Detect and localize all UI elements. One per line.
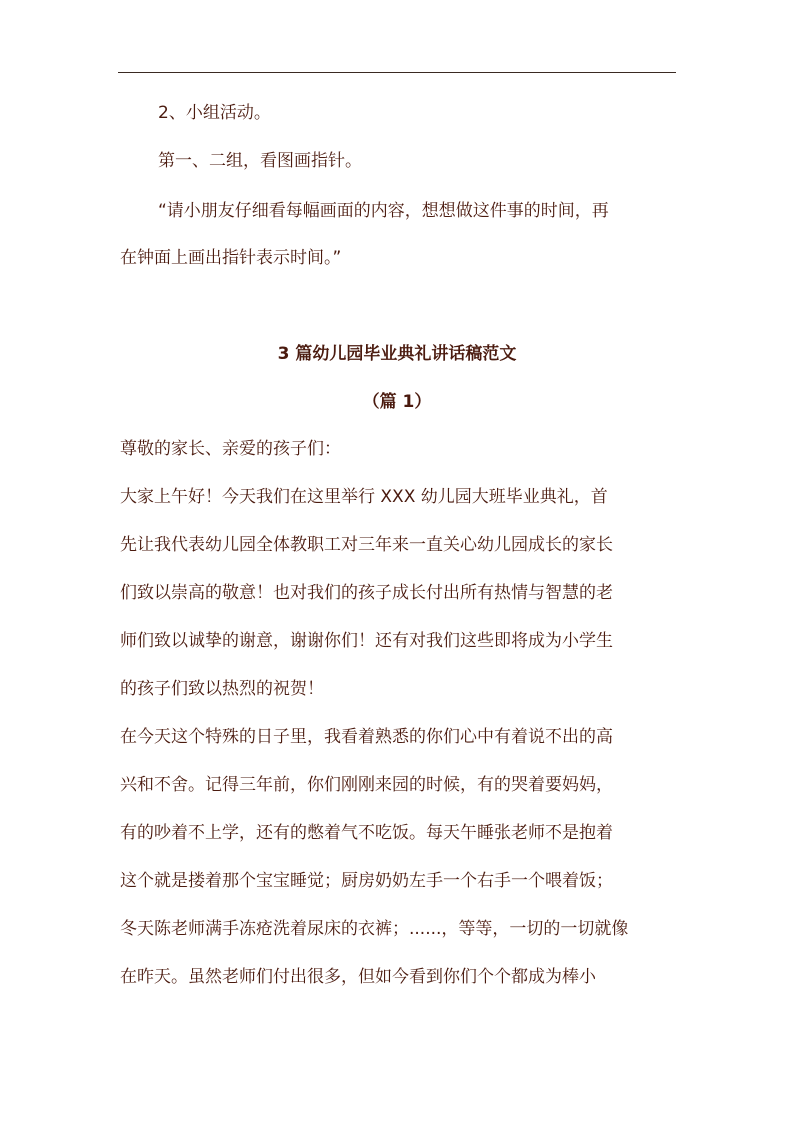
body-line: 兴和不舍。记得三年前，你们刚刚来园的时候，有的哭着要妈妈， — [120, 775, 613, 795]
body-line: 这个就是搂着那个宝宝睡觉；厨房奶奶左手一个右手一个喂着饭； — [120, 871, 613, 891]
body-line: 冬天陈老师满手冻疮洗着尿床的衣裤；......，等等，一切的一切就像 — [120, 919, 629, 939]
activity-instruction: 第一、二组，看图画指针。 — [158, 151, 362, 171]
article-title: 3 篇幼儿园毕业典礼讲话稿范文 — [277, 344, 517, 364]
quote-line-1: “请小朋友仔细看每幅画面的内容，想想做这件事的时间，再 — [158, 201, 609, 221]
body-line: 在昨天。虽然老师们付出很多，但如今看到你们个个都成为棒小 — [120, 967, 596, 987]
activity-heading: 2、小组活动。 — [158, 103, 271, 123]
body-line: 大家上午好！今天我们在这里举行 XXX 幼儿园大班毕业典礼，首 — [120, 487, 608, 507]
header-rule — [118, 72, 676, 73]
body-line: 们致以崇高的敬意！也对我们的孩子成长付出所有热情与智慧的老 — [120, 583, 613, 603]
body-line: 有的吵着不上学，还有的憋着气不吃饭。每天午睡张老师不是抱着 — [120, 823, 613, 843]
article-subtitle: （篇 1） — [362, 392, 432, 412]
body-line: 的孩子们致以热烈的祝贺！ — [120, 679, 324, 699]
salutation: 尊敬的家长、亲爱的孩子们： — [120, 439, 341, 459]
quote-line-2: 在钟面上画出指针表示时间。” — [120, 248, 342, 268]
body-line: 在今天这个特殊的日子里，我看着熟悉的你们心中有着说不出的高 — [120, 727, 613, 747]
body-line: 先让我代表幼儿园全体教职工对三年来一直关心幼儿园成长的家长 — [120, 535, 613, 555]
body-line: 师们致以诚挚的谢意，谢谢你们！还有对我们这些即将成为小学生 — [120, 631, 613, 651]
